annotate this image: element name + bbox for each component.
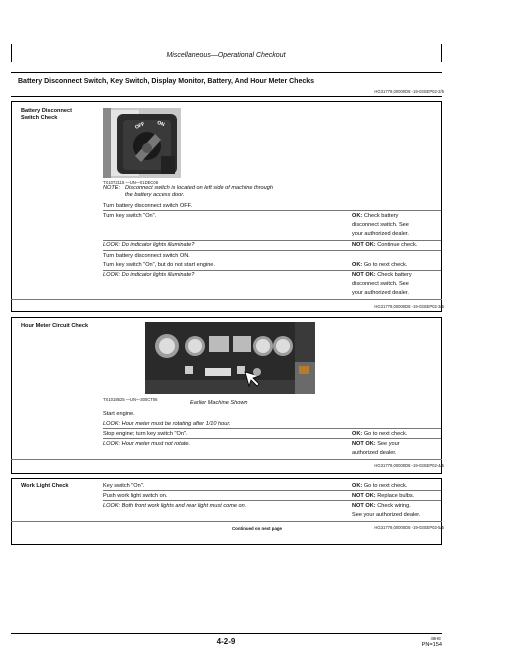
work-top-rule bbox=[11, 478, 442, 479]
work-rule-b bbox=[103, 500, 441, 501]
notok-text: Check battery bbox=[377, 272, 412, 278]
battery-rule-b bbox=[103, 240, 441, 241]
footer-small-code: 48HE bbox=[430, 636, 441, 641]
work-right-rule bbox=[441, 478, 442, 545]
hour-top-rule bbox=[11, 317, 442, 318]
notok-text: Replace bulbs. bbox=[377, 493, 415, 499]
notok-label: NOT OK: bbox=[352, 493, 376, 499]
hour-step1: Start engine. bbox=[103, 411, 135, 417]
ok-label: OK: bbox=[352, 262, 363, 268]
battery-notok2-line3: your authorized dealer. bbox=[352, 290, 409, 296]
battery-note-line1: Disconnect switch is located on left side of machine through bbox=[125, 185, 274, 191]
battery-ref-code: HG31779,00000D8 -19-03SEP02-3/5 bbox=[374, 304, 444, 309]
hour-look1: LOOK: Hour meter must be rotating after 1/10 hour. bbox=[103, 421, 231, 427]
work-left-rule bbox=[11, 478, 12, 545]
ok-text: Go to next check. bbox=[363, 262, 408, 268]
off-label: OFF bbox=[134, 121, 146, 131]
hour-look2: LOOK: Hour meter must not rotate. bbox=[103, 441, 191, 447]
notok-label: NOT OK: bbox=[352, 441, 376, 447]
work-ref-code: HG31779,00000D8 -19-03SEP02-5/5 bbox=[374, 525, 444, 530]
battery-ok1-line2: disconnect switch. See bbox=[352, 222, 409, 228]
battery-step3: Turn battery disconnect switch ON. bbox=[103, 253, 190, 259]
notok-text: Check wiring. bbox=[377, 503, 411, 509]
battery-look1: LOOK: Do indicator lights illuminate? bbox=[103, 242, 195, 248]
on-label: ON bbox=[156, 119, 166, 129]
battery-ok1-line3: your authorized dealer. bbox=[352, 231, 409, 237]
hour-meter-photo bbox=[145, 322, 315, 394]
notok-label: NOT OK: bbox=[352, 242, 376, 248]
ok-text: Go to next check. bbox=[363, 483, 408, 489]
hour-ok bbox=[352, 431, 407, 438]
hour-check-title: Hour Meter Circuit Check bbox=[21, 323, 89, 329]
battery-rule-d bbox=[103, 270, 441, 271]
main-heading-bottom-rule bbox=[11, 96, 442, 97]
hour-notok-line2: authorized dealer. bbox=[352, 450, 397, 456]
ok-text: Check battery bbox=[363, 213, 399, 219]
section-title: Miscellaneous—Operational Checkout bbox=[166, 52, 286, 59]
footer-rule bbox=[11, 633, 442, 634]
battery-ok2 bbox=[352, 262, 407, 269]
hour-right-rule bbox=[441, 317, 442, 474]
main-heading: Battery Disconnect Switch, Key Switch, Display Monitor, Battery, And Hour Meter Checks bbox=[18, 78, 315, 85]
work-notok2 bbox=[352, 503, 411, 510]
battery-switch-photo bbox=[103, 108, 181, 178]
hour-photo-code: TX1018525 —UN—300CT06 bbox=[103, 397, 158, 402]
battery-right-rule bbox=[441, 101, 442, 312]
battery-notok2 bbox=[352, 272, 412, 279]
work-notok2-line2: See your authorized dealer. bbox=[352, 512, 421, 518]
notok-text: See your bbox=[377, 441, 400, 447]
battery-check-title-line1: Battery Disconnect bbox=[21, 108, 72, 114]
hour-bottom-rule bbox=[11, 473, 442, 474]
battery-bottom-rule bbox=[11, 311, 442, 312]
hour-rule-c bbox=[11, 459, 442, 460]
battery-look2: LOOK: Do indicator lights illuminate? bbox=[103, 272, 195, 278]
battery-rule-e bbox=[11, 299, 442, 300]
hour-notok bbox=[352, 441, 400, 448]
work-step1: Key switch "On". bbox=[103, 483, 145, 489]
ok-label: OK: bbox=[352, 213, 363, 219]
battery-rule-c bbox=[103, 250, 441, 251]
continued-note: Continued on next page bbox=[232, 526, 283, 531]
battery-top-rule bbox=[11, 101, 442, 102]
hour-rule-b bbox=[103, 438, 441, 439]
work-rule-a bbox=[103, 490, 441, 491]
hour-caption: Earlier Machine Shown bbox=[190, 400, 248, 406]
battery-left-rule bbox=[11, 101, 12, 312]
battery-check-title-line2: Switch Check bbox=[21, 115, 58, 121]
page-number: 4-2-9 bbox=[216, 637, 236, 646]
battery-step4: Turn key switch "On", but do not start engine. bbox=[103, 262, 215, 268]
ok-text: Go to next check. bbox=[363, 431, 408, 437]
hour-step2: Stop engine; turn key switch "On". bbox=[103, 431, 188, 437]
battery-note-label: NOTE: bbox=[103, 185, 121, 191]
footer-pn: PN=154 bbox=[421, 642, 442, 648]
hour-left-rule bbox=[11, 317, 12, 474]
work-rule-c bbox=[11, 521, 442, 522]
ok-label: OK: bbox=[352, 483, 363, 489]
battery-notok2-line2: disconnect switch. See bbox=[352, 281, 409, 287]
battery-notok1 bbox=[352, 242, 417, 249]
hour-rule-a bbox=[103, 428, 441, 429]
notok-label: NOT OK: bbox=[352, 503, 376, 509]
notok-label: NOT OK: bbox=[352, 272, 376, 278]
work-bottom-rule bbox=[11, 544, 442, 545]
work-look1: LOOK: Both front work lights and rear light must come on. bbox=[103, 503, 247, 509]
battery-step2: Turn key switch "On". bbox=[103, 213, 157, 219]
battery-step1: Turn battery disconnect switch OFF. bbox=[103, 203, 193, 209]
ref-code: HG31779,00000D8 -19-03SEP02-2/5 bbox=[374, 89, 444, 94]
main-heading-top-rule bbox=[11, 72, 442, 73]
work-step2: Push work light switch on. bbox=[103, 493, 168, 499]
work-check-title: Work Light Check bbox=[21, 483, 69, 489]
work-notok1 bbox=[352, 493, 414, 500]
ok-label: OK: bbox=[352, 431, 363, 437]
battery-note-line2: the battery access door. bbox=[125, 192, 185, 198]
battery-ok1 bbox=[352, 213, 398, 220]
battery-photo-code: TX1072115 —UN—01DEC06 bbox=[103, 180, 159, 185]
work-ok bbox=[352, 483, 407, 490]
hour-ref-code: HG31779,00000D8 -19-03SEP02-4/5 bbox=[374, 463, 444, 468]
battery-rule-a bbox=[103, 210, 441, 211]
notok-text: Continue check. bbox=[377, 242, 418, 248]
